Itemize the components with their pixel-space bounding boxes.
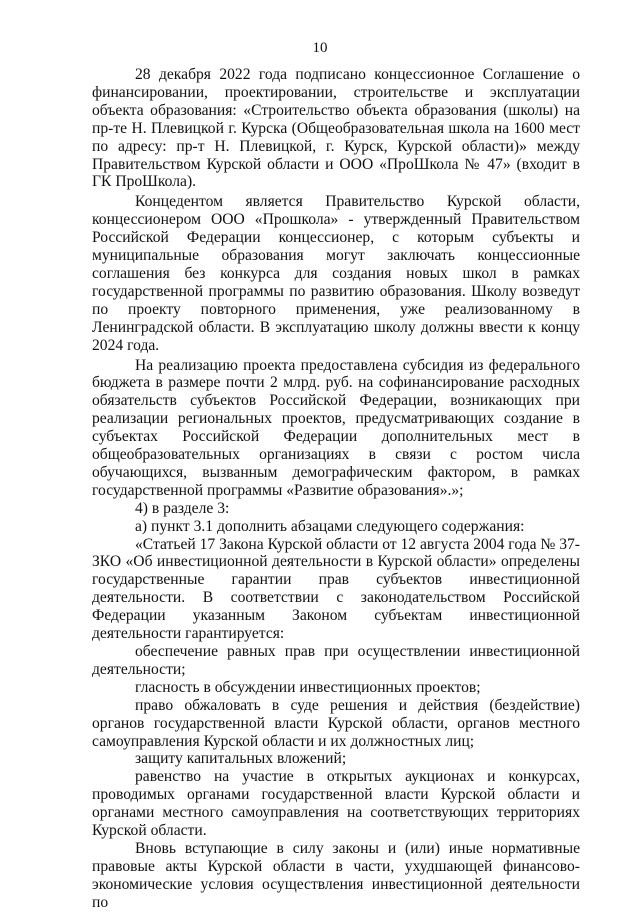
paragraph-section-3: 4) в разделе 3:: [135, 499, 230, 517]
paragraph-guarantee-appeal: право обжаловать в суде решения и действия (бездействие) органов государственной власти Курской области, органов местного самоуправления Курской области и их должностных лиц;: [92, 696, 580, 750]
paragraph-guarantee-protection: защиту капитальных вложений;: [135, 750, 347, 768]
paragraph-point-3-1: а) пункт 3.1 дополнить абзацами следующего содержания:: [135, 517, 525, 535]
paragraph-concedent: Концедентом является Правительство Курской области, концессионером ООО «Прошкола» - утвержденный Правительством Российской Федерации концессионер, с которым субъекты и муниципальные образования могут заключать концессионные соглашения без конкурса для создания новых школ в рамках государственной программы по развитию образования. Школу возведут по проекту повторного применения, уже реализованному в Ленинградской области. В эксплуатацию школу должны ввести к концу 2024 года.: [92, 193, 580, 354]
page-number: 10: [312, 40, 328, 56]
paragraph-agreement: 28 декабря 2022 года подписано концессионное Соглашение о финансировании, проектировании, строительстве и эксплуатации объекта образования: «Строительство объекта образования (школы) на пр-те Н. Плевицкой г. Курска (Общеобразовательная школа на 1600 мест по адресу: пр-т Н. Плевицкой, г. Курск, Курской области)» между Правительством Курской области и ООО «ПроШкола № 47» (входит в ГК ПроШкола).: [92, 66, 580, 191]
paragraph-guarantee-equality: равенство на участие в открытых аукционах и конкурсах, проводимых органами государственной власти Курской области и органами местного самоуправления на соответствующих территориях Курской области.: [92, 768, 580, 840]
paragraph-guarantee-equal-rights: обеспечение равных прав при осуществлении инвестиционной деятельности;: [92, 643, 580, 678]
paragraph-guarantee-publicity: гласность в обсуждении инвестиционных проектов;: [135, 678, 481, 696]
paragraph-subsidy: На реализацию проекта предоставлена субсидия из федерального бюджета в размере почти 2 млрд. руб. на софинансирование расходных обязательств субъектов Российской Федерации, возникающих при реализации региональных проектов, предусматривающих создание в субъектах Российской Федерации дополнительных мест в общеобразовательных организациях в связи с ростом числа обучающихся, вызванным демографическим фактором, в рамках государственной программы «Развитие образования».»;: [92, 356, 580, 499]
paragraph-new-laws: Вновь вступающие в силу законы и (или) иные нормативные правовые акты Курской области в части, ухудшающей финансово-экономические условия осуществления инвестиционной деятельности по: [92, 839, 580, 911]
document-body: [92, 66, 580, 912]
paragraph-article-17: «Статьей 17 Закона Курской области от 12 августа 2004 года № 37-ЗКО «Об инвестиционной деятельности в Курской области» определены государственные гарантии прав субъектов инвестиционной деятельности. В соответствии с законодательством Российской Федерации указанным Законом субъектам инвестиционной деятельности гарантируется:: [92, 535, 580, 643]
